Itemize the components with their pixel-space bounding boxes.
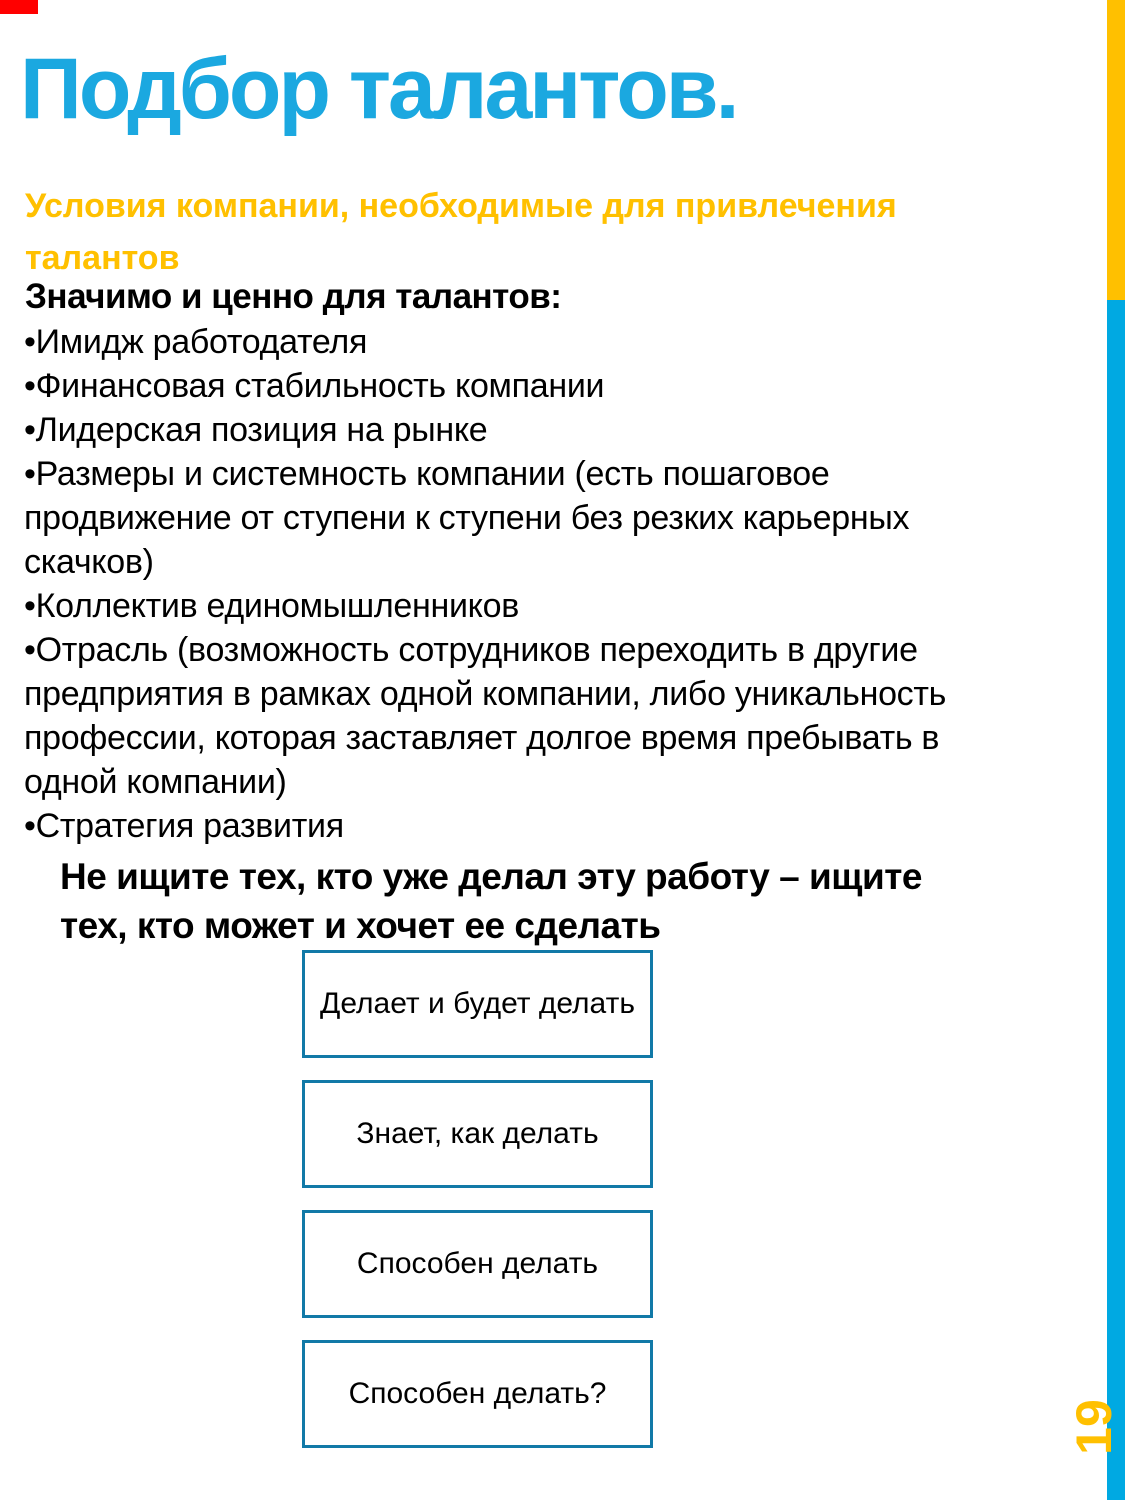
section-heading: Значимо и ценно для талантов:: [25, 277, 562, 316]
bullet-item: •Коллектив единомышленников: [24, 587, 519, 625]
bullet-item: •Финансовая стабильность компании: [24, 367, 605, 405]
edge-bar-blue: [1107, 300, 1125, 1500]
bullet-item: •Размеры и системность компании (есть пошаговое продвижение от ступени к ступени без резких карьерных скачков): [24, 455, 910, 581]
edge-bar-yellow: [1107, 0, 1125, 300]
flow-box-capable-of-doing: [302, 1210, 653, 1318]
flow-box-label: Делает и будет делать: [320, 987, 635, 1021]
flow-box-label: Способен делать?: [348, 1377, 607, 1411]
callout-text: Не ищите тех, кто уже делал эту работу – ищите тех, кто может и хочет ее сделать: [60, 856, 922, 946]
page-number: 19: [1066, 1399, 1122, 1455]
corner-red-marker: [0, 0, 38, 14]
bullet-item: •Лидерская позиция на рынке: [24, 411, 488, 449]
slide-title: Подбор талантов.: [20, 41, 737, 137]
flow-box-label: Знает, как делать: [356, 1117, 599, 1151]
flow-box-does-and-will-do: [302, 950, 653, 1058]
slide-subtitle: Условия компании, необходимые для привлечения талантов: [25, 187, 897, 277]
flow-box-label: Способен делать: [356, 1247, 599, 1281]
flow-box-knows-how-to-do: [302, 1080, 653, 1188]
bullet-item: •Отрасль (возможность сотрудников переходить в другие предприятия в рамках одной компании, либо уникальность профессии, которая заставляет долгое время пребывать в одной компании): [24, 631, 947, 801]
bullet-list: [24, 320, 1039, 848]
flow-box-capable-of-doing-question: [302, 1340, 653, 1448]
bullet-item: •Имидж работодателя: [24, 323, 368, 361]
bullet-item: •Стратегия развития: [24, 807, 344, 845]
